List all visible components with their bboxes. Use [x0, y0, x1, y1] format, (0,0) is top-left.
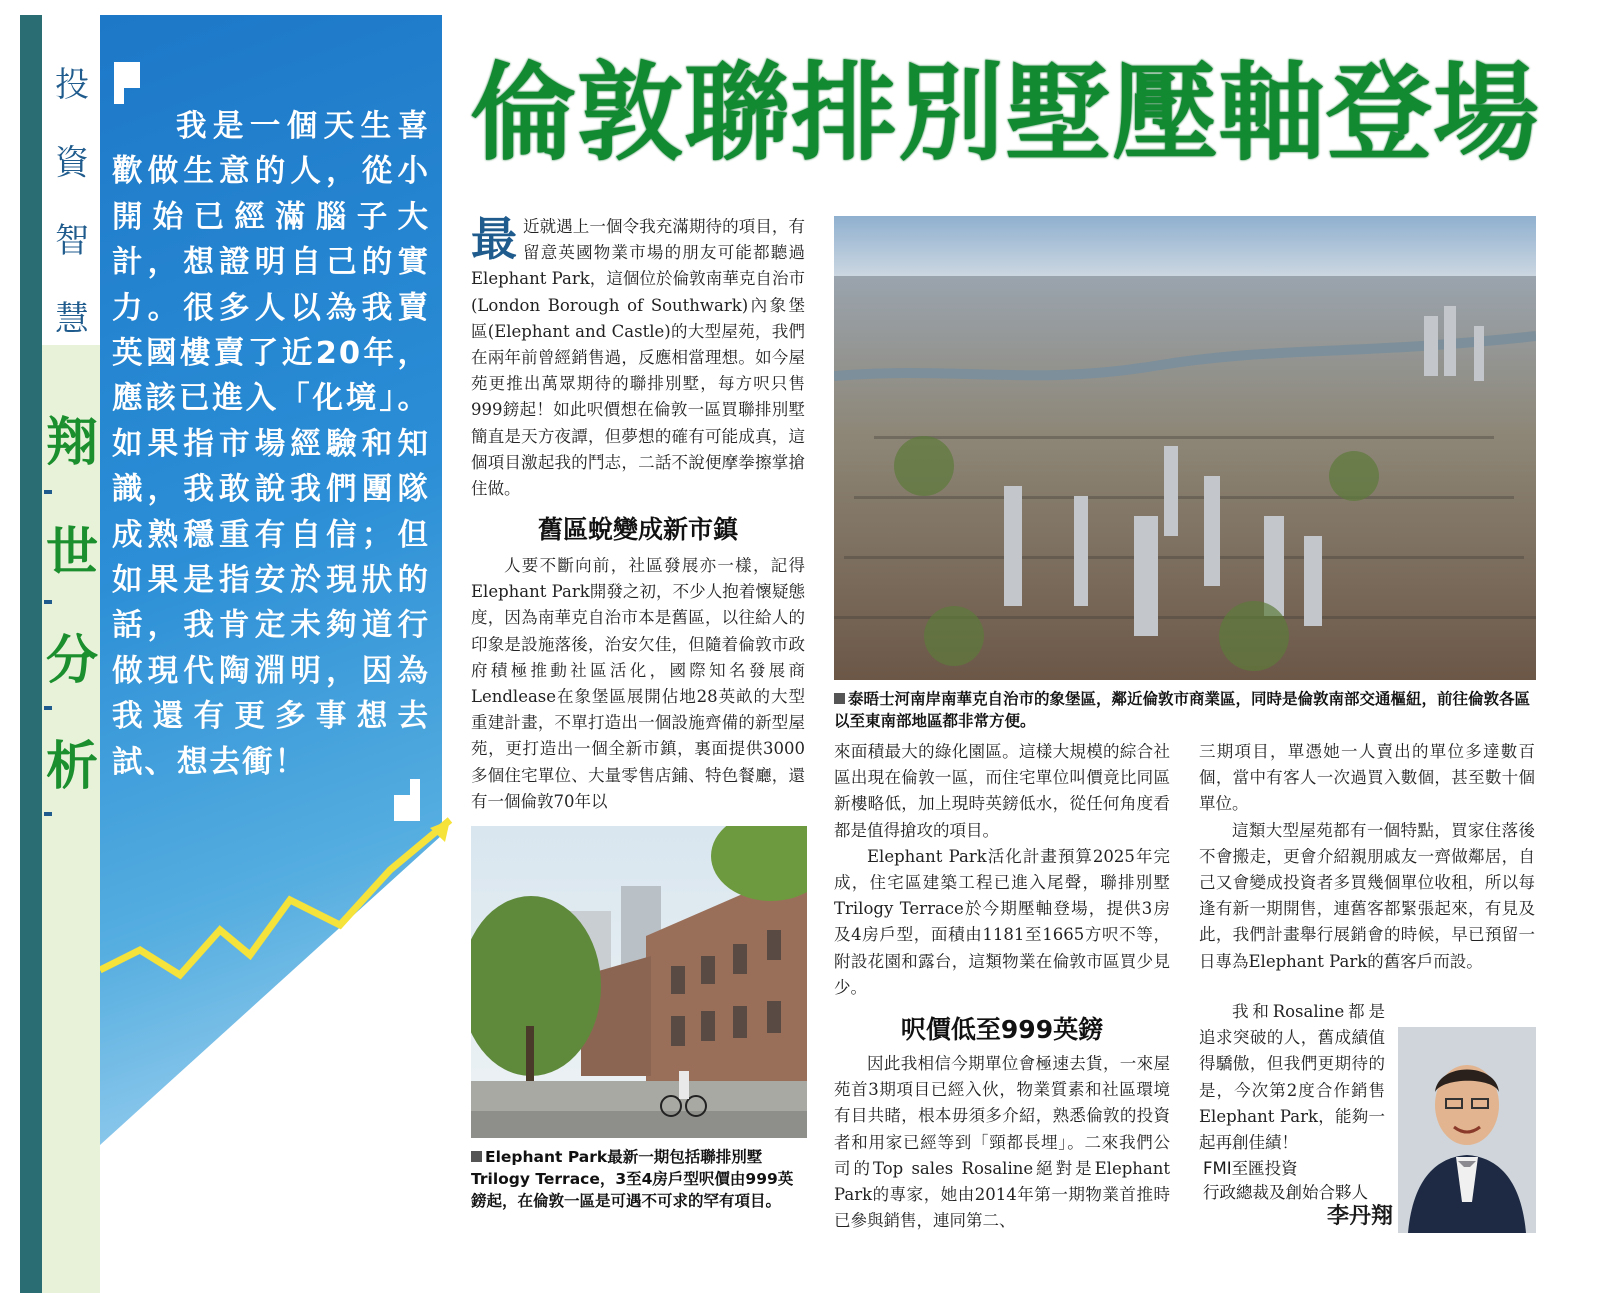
article-column-2: [834, 739, 1170, 1001]
column-name-char: 投: [55, 65, 89, 105]
terrace-caption: [471, 1146, 807, 1212]
paragraph: Elephant Park活化計畫預算2025年完成，住宅區建築工程已進入尾聲，聯排別墅Trilogy Terrace於今期壓軸登場，提供3房及4房戶型，面積由1181至1665方呎不等，附設花園和露台，這類物業在倫敦市區買少見少。: [834, 846, 1170, 997]
headline: 倫敦聯排別墅壓軸登場: [470, 52, 1540, 175]
aerial-photo: [834, 216, 1536, 680]
divider: [44, 706, 52, 710]
paragraph: 近就遇上一個令我充滿期待的項目，有留意英國物業市場的朋友可能都聽過Elephant Park，這個位於倫敦南華克自治市(London Borough of Southwark)內象堡區(Elephant and Castle)的大型屋苑，我們在兩年前曾經銷售過，反應相當理想。如今屋苑更推出萬眾期待的聯排別墅，每方呎只售999鎊起！如此呎價想在倫敦一區買聯排別墅簡直是天方夜譚，但夢想的確有可能成真，這個項目激起我的鬥志，二話不說便摩拳擦掌搶住做。: [471, 217, 805, 499]
paragraph: 人要不斷向前，社區發展亦一樣，記得Elephant Park開發之初，不少人抱着懷疑態度，因為南華克自治市本是舊區，以往給人的印象是設施落後，治安欠佳，但隨着倫敦市政府積極推動社區活化，國際知名發展商Lendlease在象堡區展開佔地28英畝的大型重建計畫，不單打造出一個設施齊備的新型屋苑，更打造出一個全新市鎮，裏面提供3000多個住宅單位、大量零售店鋪、特色餐廳，還有一個倫敦70年以: [471, 556, 805, 811]
paragraph: 來面積最大的綠化園區。這樣大規模的綜合社區出現在倫敦一區，而住宅單位叫價竟比同區新樓略低，加上現時英鎊低水，從任何角度看都是值得搶攻的項目。: [834, 742, 1170, 840]
caption-bullet: [471, 1151, 482, 1162]
article-column-1: [471, 214, 805, 502]
pull-quote: 我是一個天生喜歡做生意的人，從小開始已經滿腦子大計，想證明自己的實力。很多人以為我賣英國樓賣了近20年，應該已進入「化境」。如果指市場經驗和知識，我敢說我們團隊成熟穩重有自信；但如果是指安於現狀的話，我肯定未夠道行做現代陶淵明，因為我還有更多事想去試、想去衝！: [112, 109, 430, 780]
divider: [44, 600, 52, 604]
paragraph: 因此我相信今期單位會極速去貨，一來屋苑首3期項目已經入伙，物業質素和社區環境有目共睹，根本毋須多介紹，熟悉倫敦的投資者和用家已經等到「頸都長埋」。二來我們公司的Top sales Rosaline絕對是Elephant Park的專家，她由2014年第一期物業首推時已參與銷售，連同第二、: [834, 1054, 1170, 1231]
column-name-char: 資: [55, 143, 89, 183]
article-column-3: [1199, 739, 1535, 975]
subheading: 呎價低至999英鎊: [900, 1015, 1104, 1044]
aerial-caption: [834, 688, 1540, 732]
column-strip-bar: [20, 15, 42, 1293]
drop-cap: 最: [471, 212, 517, 266]
column-name-char: 智: [55, 221, 89, 261]
open-quote-icon: [114, 62, 140, 88]
paragraph: 這類大型屋苑都有一個特點，買家住落後不會搬走，更會介紹親朋戚友一齊做鄰居，自己又會變成投資者多買幾個單位收租，所以每逢有新一期開售，連舊客都緊張起來，有見及此，我們計畫舉行展銷會的時候，早已預留一日專為Elephant Park的舊客戶而設。: [1199, 820, 1535, 971]
author-title: 行政總裁及創始合夥人: [1203, 1183, 1368, 1202]
caption-bullet: [834, 693, 845, 704]
author-name: 李丹翔: [1326, 1204, 1393, 1229]
author-char: 析: [45, 737, 98, 797]
author-char: 分: [45, 631, 98, 691]
paragraph: 我和Rosaline都是追求突破的人，舊成績值得驕傲，但我們更期待的是，今次第2度合作銷售Elephant Park，能夠一起再創佳績！: [1199, 1002, 1385, 1153]
author-char: 世: [45, 523, 98, 583]
article-column-2b: [834, 1051, 1170, 1234]
author-signature: [1203, 1157, 1393, 1229]
open-quote-icon-tail: [114, 88, 124, 104]
caption-text: Elephant Park最新一期包括聯排別墅Trilogy Terrace，3至4房戶型呎價由999英鎊起，在倫敦一區是可遇不可求的罕有項目。: [471, 1148, 794, 1210]
column-name-char: 慧: [55, 299, 89, 339]
paragraph: 三期項目，單憑她一人賣出的單位多達數百個，當中有客人一次過買入數個，甚至數十個單位。: [1199, 742, 1535, 814]
caption-text: 泰晤士河南岸南華克自治市的象堡區，鄰近倫敦市商業區，同時是倫敦南部交通樞紐，前往倫敦各區以至東南部地區都非常方便。: [834, 690, 1531, 730]
subheading: 舊區蛻變成新市鎮: [537, 515, 738, 544]
author-company: FMI至匯投資: [1203, 1159, 1298, 1178]
divider: [44, 812, 52, 816]
author-char: 翔: [45, 413, 98, 473]
divider: [44, 490, 52, 494]
terrace-photo: [471, 826, 807, 1138]
close-quote-icon: [394, 795, 420, 821]
article-column-1b: [471, 553, 805, 815]
author-portrait: [1398, 1027, 1536, 1233]
